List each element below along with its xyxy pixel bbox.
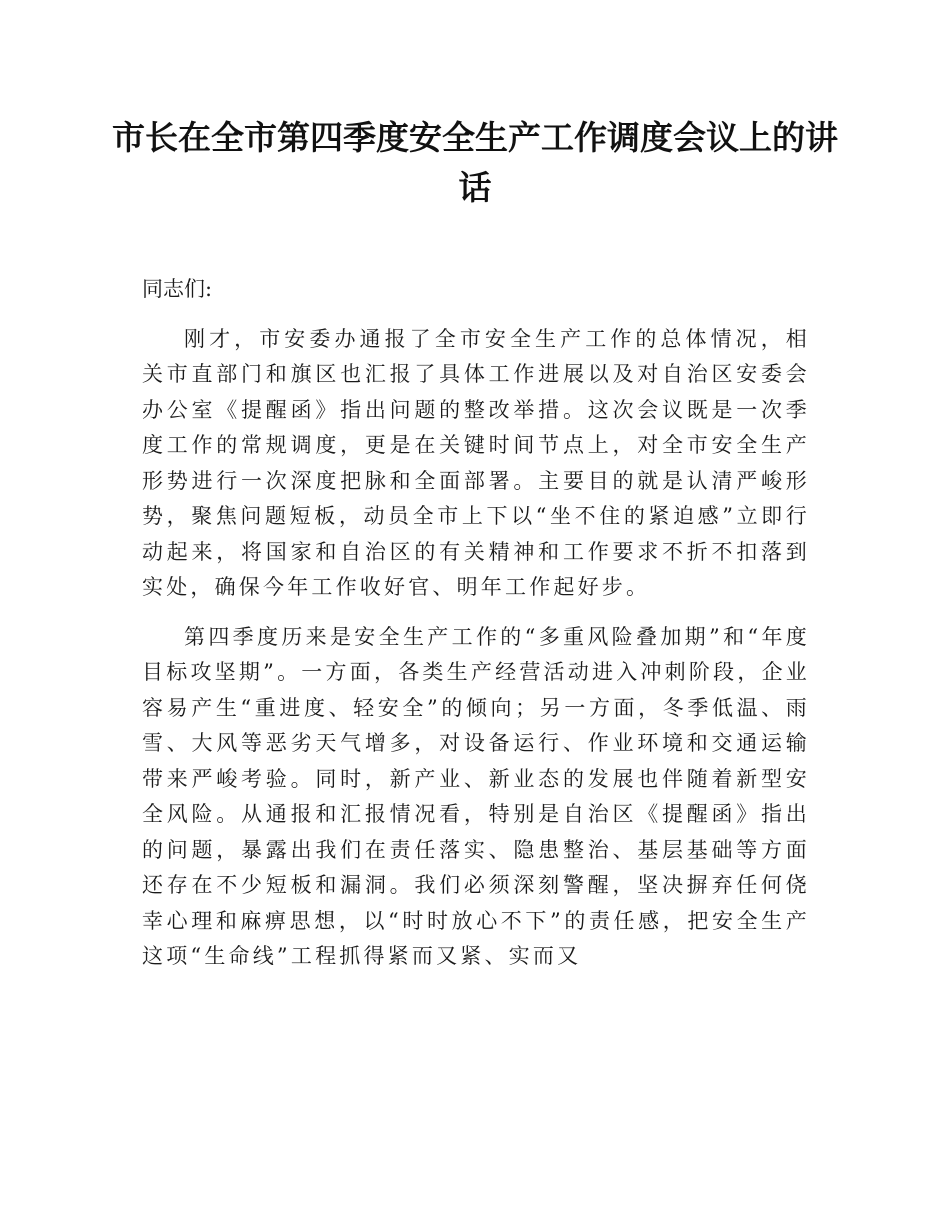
document-title: 市长在全市第四季度安全生产工作调度会议上的讲话 bbox=[112, 118, 838, 207]
document-body bbox=[142, 272, 810, 989]
paragraph-1: 刚才，市安委办通报了全市安全生产工作的总体情况，相关市直部门和旗区也汇报了具体工作进展以及对自治区安委会办公室《提醒函》指出问题的整改举措。这次会议既是一次季度工作的常规调度，更是在关键时间节点上，对全市安全生产形势进行一次深度把脉和全面部署。主要目的就是认清严峻形势，聚焦问题短板，动员全市上下以“坐不住的紧迫感”立即行动起来，将国家和自治区的有关精神和工作要求不折不扣落到实处，确保今年工作收好官、明年工作起好步。 bbox=[142, 326, 810, 599]
paragraph-2: 第四季度历来是安全生产工作的“多重风险叠加期”和“年度目标攻坚期”。一方面，各类生产经营活动进入冲刺阶段，企业容易产生“重进度、轻安全”的倾向；另一方面，冬季低温、雨雪、大风等恶劣天气增多，对设备运行、作业环境和交通运输带来严峻考验。同时，新产业、新业态的发展也伴随着新型安全风险。从通报和汇报情况看，特别是自治区《提醒函》指出的问题，暴露出我们在责任落实、隐患整治、基层基础等方面还存在不少短板和漏洞。我们必须深刻警醒，坚决摒弃任何侥幸心理和麻痹思想，以“时时放心不下”的责任感，把安全生产这项“生命线”工程抓得紧而又紧、实而又 bbox=[142, 624, 810, 968]
salutation: 同志们: bbox=[142, 277, 213, 301]
